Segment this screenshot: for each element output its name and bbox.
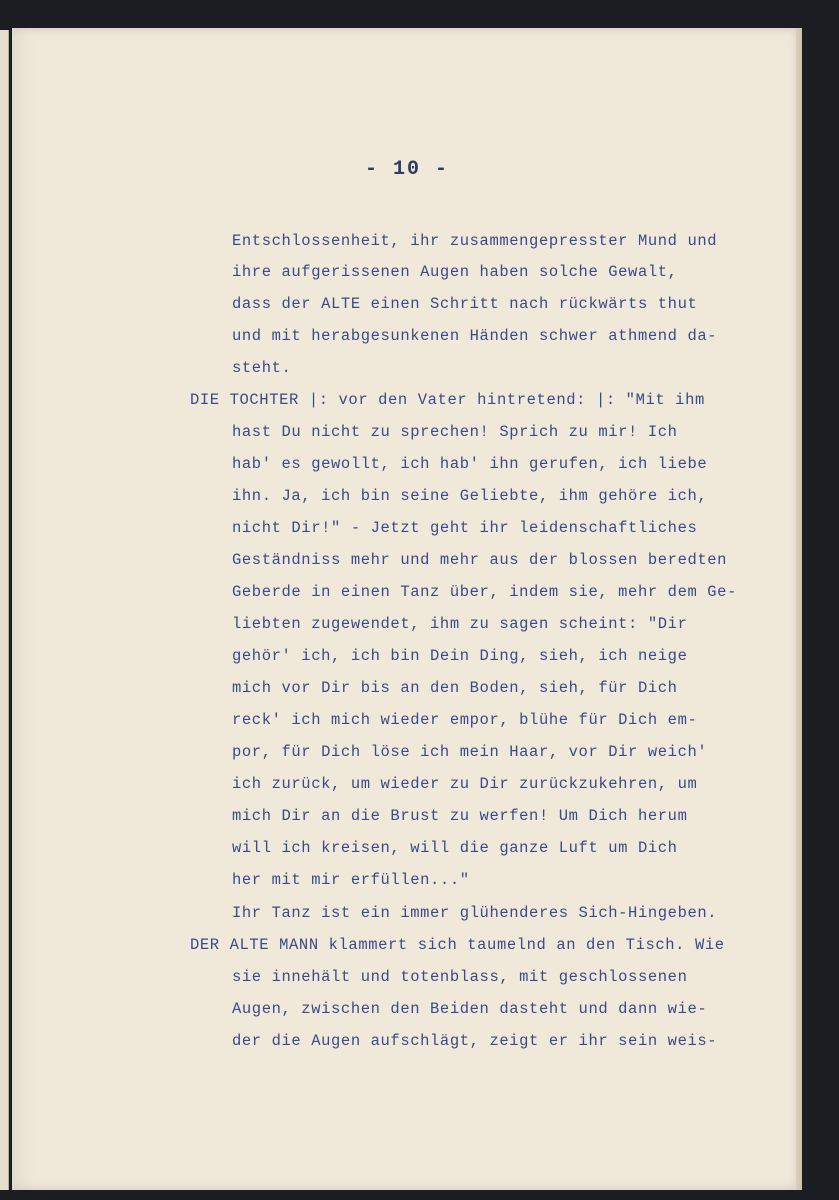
text-line: Entschlossenheit, ihr zusammengepresster Mund und xyxy=(232,232,718,250)
text-line: mich Dir an die Brust zu werfen! Um Dich herum xyxy=(232,807,688,825)
text-line: reck' ich mich wieder empor, blühe für Dich em- xyxy=(232,711,698,729)
text-line: por, für Dich löse ich mein Haar, vor Dir weich' xyxy=(232,743,708,761)
text-line: ihn. Ja, ich bin seine Geliebte, ihm gehöre ich, xyxy=(232,487,708,505)
text-line: DIE TOCHTER |: vor den Vater hintretend: |: "Mit ihm xyxy=(190,391,705,409)
text-line: Ihr Tanz ist ein immer glühenderes Sich-Hingeben. xyxy=(232,904,718,922)
text-line: der die Augen aufschlägt, zeigt er ihr sein weis- xyxy=(232,1032,718,1050)
document-page xyxy=(12,28,802,1190)
text-line: dass der ALTE einen Schritt nach rückwärts thut xyxy=(232,295,698,313)
text-line: nicht Dir!" - Jetzt geht ihr leidenschaftliches xyxy=(232,519,698,537)
page-number: - 10 - xyxy=(364,158,449,181)
text-line: ich zurück, um wieder zu Dir zurückzukehren, um xyxy=(232,775,698,793)
text-line: liebten zugewendet, ihm zu sagen scheint: "Dir xyxy=(232,615,688,633)
text-line: und mit herabgesunkenen Händen schwer athmend da- xyxy=(232,327,718,345)
text-line: her mit mir erfüllen..." xyxy=(232,871,470,889)
text-line: hab' es gewollt, ich hab' ihn gerufen, ich liebe xyxy=(232,455,708,473)
text-line: DER ALTE MANN klammert sich taumelnd an den Tisch. Wie xyxy=(190,936,725,954)
text-line: Geberde in einen Tanz über, indem sie, mehr dem Ge- xyxy=(232,583,737,601)
text-line: ihre aufgerissenen Augen haben solche Gewalt, xyxy=(232,263,678,281)
text-line: will ich kreisen, will die ganze Luft um Dich xyxy=(232,839,678,857)
text-line: steht. xyxy=(232,359,292,377)
text-line: Augen, zwischen den Beiden dasteht und dann wie- xyxy=(232,1000,708,1018)
text-line: sie innehält und totenblass, mit geschlossenen xyxy=(232,968,688,986)
previous-page-edge xyxy=(0,30,9,1190)
text-line: Geständniss mehr und mehr aus der blossen beredten xyxy=(232,551,728,569)
page-edge xyxy=(796,28,802,1190)
text-line: mich vor Dir bis an den Boden, sieh, für Dich xyxy=(232,679,678,697)
text-line: gehör' ich, ich bin Dein Ding, sieh, ich neige xyxy=(232,647,688,665)
text-line: hast Du nicht zu sprechen! Sprich zu mir! Ich xyxy=(232,423,678,441)
